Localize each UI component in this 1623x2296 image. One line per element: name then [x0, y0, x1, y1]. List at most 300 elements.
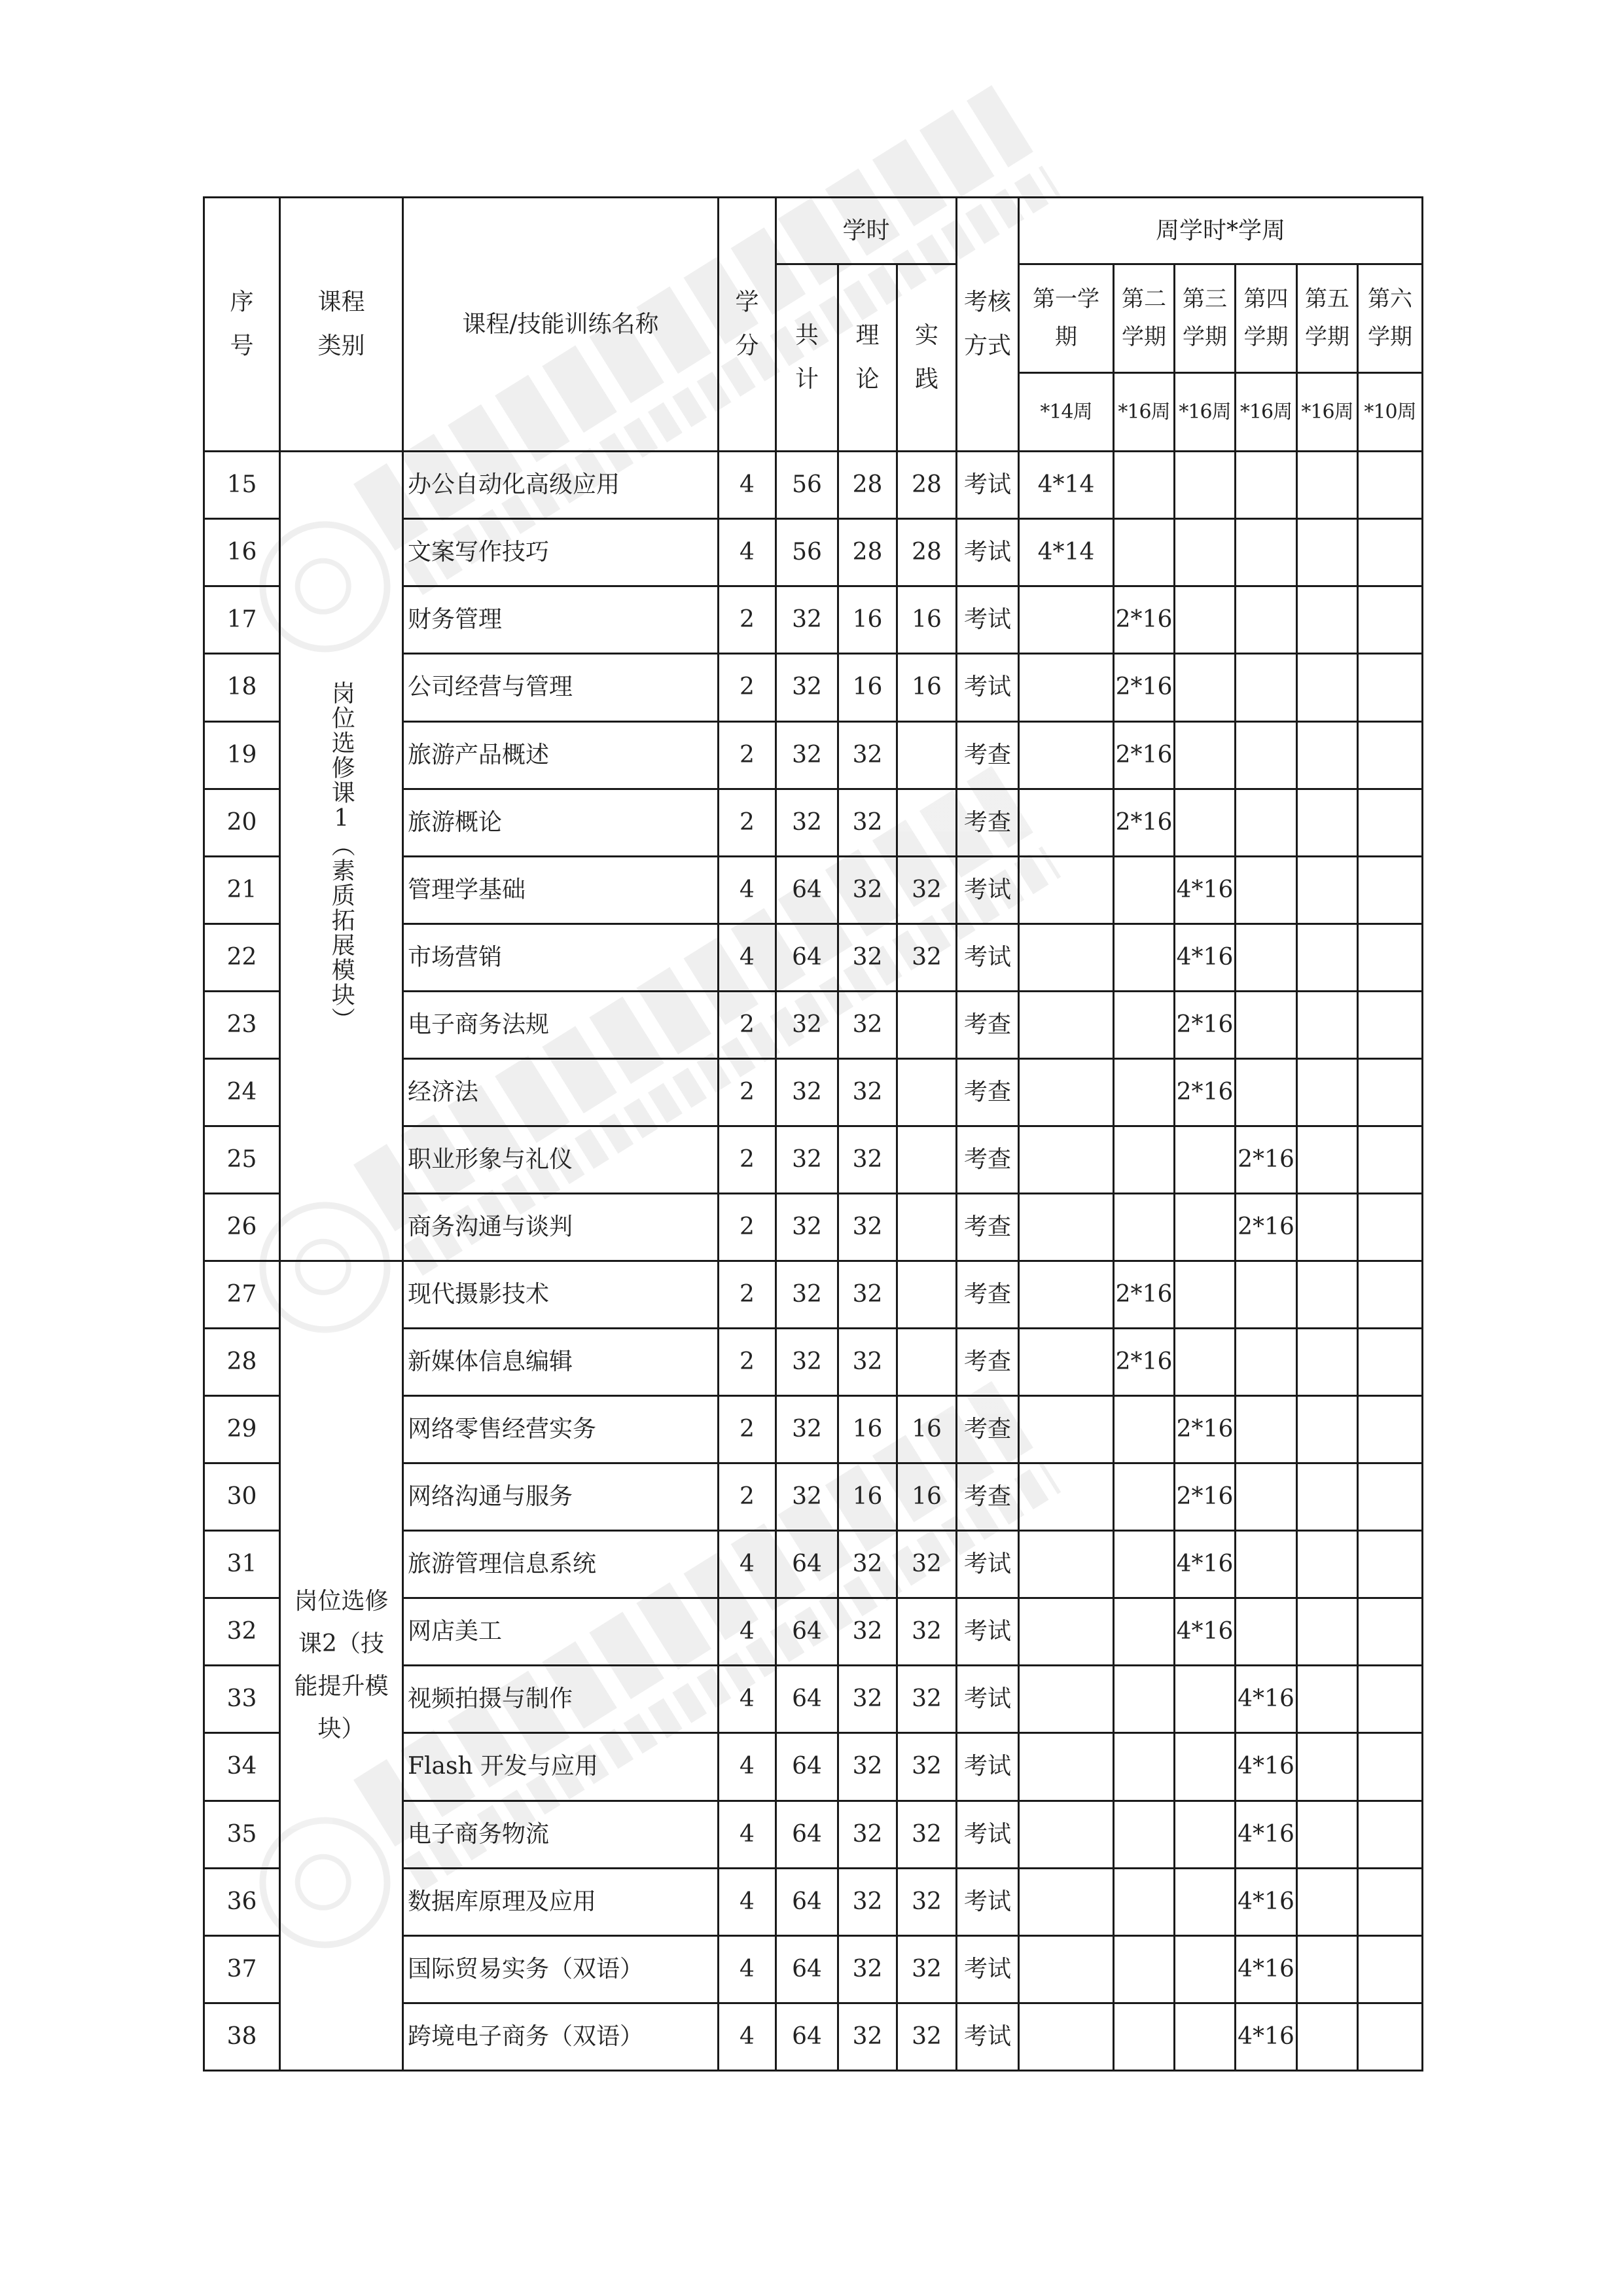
- practice-hours-cell: [897, 991, 957, 1058]
- semester-2-cell: [1114, 1868, 1175, 1935]
- total-hours-cell: 64: [776, 856, 838, 924]
- practice-hours-cell: 16: [897, 1463, 957, 1531]
- course-name-cell: 数据库原理及应用: [403, 1868, 719, 1935]
- semester-4-cell: 2*16: [1236, 1126, 1297, 1193]
- theory-hours-cell: 32: [838, 1598, 897, 1666]
- seq-cell: 28: [204, 1329, 280, 1396]
- assessment-cell: 考查: [957, 1126, 1019, 1193]
- header-hours-practice: 实践: [897, 264, 957, 452]
- semester-2-cell: [1114, 1058, 1175, 1126]
- practice-hours-cell: 32: [897, 1801, 957, 1868]
- header-assessment: 考核方式: [957, 198, 1019, 452]
- semester-6-cell: [1358, 1329, 1423, 1396]
- seq-cell: 36: [204, 1868, 280, 1935]
- semester-3-cell: 2*16: [1175, 1058, 1236, 1126]
- header-row: [204, 198, 1423, 264]
- assessment-cell: 考试: [957, 924, 1019, 991]
- course-name-cell: 网络沟通与服务: [403, 1463, 719, 1531]
- semester-3-cell: [1175, 1193, 1236, 1261]
- course-name-cell: 办公自动化高级应用: [403, 452, 719, 519]
- semester-5-cell: [1297, 1801, 1358, 1868]
- practice-hours-cell: 28: [897, 519, 957, 586]
- header-weeks-1: *14周: [1019, 373, 1114, 452]
- theory-hours-cell: 32: [838, 1261, 897, 1329]
- semester-6-cell: [1358, 721, 1423, 789]
- total-hours-cell: 32: [776, 1329, 838, 1396]
- semester-4-cell: [1236, 1463, 1297, 1531]
- semester-6-cell: [1358, 1666, 1423, 1733]
- theory-hours-cell: 32: [838, 2003, 897, 2070]
- total-hours-cell: 64: [776, 1935, 838, 2003]
- semester-5-cell: [1297, 1058, 1358, 1126]
- seq-cell: 37: [204, 1935, 280, 2003]
- semester-3-cell: [1175, 1261, 1236, 1329]
- semester-1-cell: [1019, 991, 1114, 1058]
- semester-2-cell: [1114, 1193, 1175, 1261]
- theory-hours-cell: 28: [838, 519, 897, 586]
- semester-2-cell: [1114, 1126, 1175, 1193]
- assessment-cell: 考试: [957, 1666, 1019, 1733]
- semester-4-cell: 4*16: [1236, 1666, 1297, 1733]
- semester-1-cell: [1019, 924, 1114, 991]
- semester-1-cell: [1019, 1733, 1114, 1801]
- course-name-cell: 电子商务法规: [403, 991, 719, 1058]
- theory-hours-cell: 32: [838, 721, 897, 789]
- practice-hours-cell: 32: [897, 1666, 957, 1733]
- total-hours-cell: 64: [776, 1598, 838, 1666]
- header-semester-1: 第一学期: [1019, 264, 1114, 373]
- semester-2-cell: 2*16: [1114, 1329, 1175, 1396]
- header-hours-total: 共计: [776, 264, 838, 452]
- semester-3-cell: [1175, 1329, 1236, 1396]
- semester-2-cell: [1114, 1463, 1175, 1531]
- semester-5-cell: [1297, 1666, 1358, 1733]
- seq-cell: 33: [204, 1666, 280, 1733]
- semester-1-cell: [1019, 654, 1114, 721]
- semester-1-cell: [1019, 1396, 1114, 1463]
- semester-3-cell: [1175, 1801, 1236, 1868]
- semester-3-cell: [1175, 654, 1236, 721]
- assessment-cell: 考查: [957, 1058, 1019, 1126]
- credit-cell: 2: [719, 1193, 776, 1261]
- semester-1-cell: [1019, 2003, 1114, 2070]
- course-name-cell: 职业形象与礼仪: [403, 1126, 719, 1193]
- header-weeks-6: *10周: [1358, 373, 1423, 452]
- total-hours-cell: 32: [776, 1058, 838, 1126]
- theory-hours-cell: 32: [838, 789, 897, 856]
- semester-4-cell: [1236, 721, 1297, 789]
- semester-2-cell: [1114, 856, 1175, 924]
- credit-cell: 4: [719, 1733, 776, 1801]
- semester-6-cell: [1358, 1598, 1423, 1666]
- seq-cell: 23: [204, 991, 280, 1058]
- semester-5-cell: [1297, 1868, 1358, 1935]
- theory-hours-cell: 32: [838, 1531, 897, 1598]
- theory-hours-cell: 16: [838, 586, 897, 654]
- total-hours-cell: 64: [776, 1801, 838, 1868]
- header-weeks-5: *16周: [1297, 373, 1358, 452]
- assessment-cell: 考查: [957, 1261, 1019, 1329]
- semester-3-cell: [1175, 519, 1236, 586]
- semester-2-cell: [1114, 991, 1175, 1058]
- semester-1-cell: 4*14: [1019, 519, 1114, 586]
- theory-hours-cell: 32: [838, 1935, 897, 2003]
- semester-5-cell: [1297, 654, 1358, 721]
- semester-6-cell: [1358, 452, 1423, 519]
- semester-2-cell: 2*16: [1114, 789, 1175, 856]
- total-hours-cell: 64: [776, 924, 838, 991]
- category-cell-group1: [280, 452, 403, 1261]
- semester-5-cell: [1297, 452, 1358, 519]
- semester-1-cell: [1019, 721, 1114, 789]
- semester-3-cell: [1175, 1126, 1236, 1193]
- header-category: 课程类别: [280, 198, 403, 452]
- semester-4-cell: [1236, 519, 1297, 586]
- credit-cell: 4: [719, 1935, 776, 2003]
- curriculum-table: [203, 196, 1423, 2072]
- semester-4-cell: [1236, 1598, 1297, 1666]
- semester-6-cell: [1358, 924, 1423, 991]
- semester-3-cell: [1175, 452, 1236, 519]
- semester-5-cell: [1297, 1329, 1358, 1396]
- theory-hours-cell: 32: [838, 1801, 897, 1868]
- assessment-cell: 考查: [957, 991, 1019, 1058]
- semester-5-cell: [1297, 721, 1358, 789]
- practice-hours-cell: 28: [897, 452, 957, 519]
- total-hours-cell: 64: [776, 1733, 838, 1801]
- semester-3-cell: [1175, 1666, 1236, 1733]
- semester-6-cell: [1358, 1733, 1423, 1801]
- semester-5-cell: [1297, 1261, 1358, 1329]
- semester-3-cell: [1175, 1868, 1236, 1935]
- category-cell-group2: [280, 1261, 403, 2071]
- total-hours-cell: 64: [776, 2003, 838, 2070]
- semester-4-cell: [1236, 789, 1297, 856]
- practice-hours-cell: 16: [897, 1396, 957, 1463]
- theory-hours-cell: 32: [838, 1193, 897, 1261]
- course-name-cell: 跨境电子商务（双语）: [403, 2003, 719, 2070]
- course-name-cell: 公司经营与管理: [403, 654, 719, 721]
- credit-cell: 2: [719, 1126, 776, 1193]
- practice-hours-cell: [897, 721, 957, 789]
- semester-3-cell: [1175, 1733, 1236, 1801]
- semester-2-cell: 2*16: [1114, 586, 1175, 654]
- semester-2-cell: [1114, 2003, 1175, 2070]
- practice-hours-cell: 32: [897, 1733, 957, 1801]
- semester-6-cell: [1358, 654, 1423, 721]
- practice-hours-cell: 32: [897, 1531, 957, 1598]
- semester-1-cell: [1019, 1598, 1114, 1666]
- assessment-cell: 考试: [957, 1801, 1019, 1868]
- semester-3-cell: 2*16: [1175, 1463, 1236, 1531]
- header-seq: 序号: [204, 198, 280, 452]
- practice-hours-cell: 32: [897, 1598, 957, 1666]
- course-name-cell: 新媒体信息编辑: [403, 1329, 719, 1396]
- semester-2-cell: [1114, 924, 1175, 991]
- semester-4-cell: [1236, 586, 1297, 654]
- semester-3-cell: [1175, 2003, 1236, 2070]
- credit-cell: 4: [719, 1531, 776, 1598]
- semester-1-cell: [1019, 1801, 1114, 1868]
- seq-cell: 19: [204, 721, 280, 789]
- practice-hours-cell: 32: [897, 1935, 957, 2003]
- semester-3-cell: [1175, 1935, 1236, 2003]
- semester-2-cell: [1114, 1598, 1175, 1666]
- semester-5-cell: [1297, 1126, 1358, 1193]
- semester-2-cell: [1114, 519, 1175, 586]
- semester-1-cell: [1019, 1329, 1114, 1396]
- semester-6-cell: [1358, 1531, 1423, 1598]
- header-credit: 学分: [719, 198, 776, 452]
- credit-cell: 2: [719, 1463, 776, 1531]
- header-semester-6: 第六学期: [1358, 264, 1423, 373]
- practice-hours-cell: [897, 1126, 957, 1193]
- total-hours-cell: 32: [776, 586, 838, 654]
- semester-2-cell: 2*16: [1114, 1261, 1175, 1329]
- theory-hours-cell: 16: [838, 1396, 897, 1463]
- total-hours-cell: 32: [776, 1193, 838, 1261]
- semester-5-cell: [1297, 924, 1358, 991]
- semester-1-cell: [1019, 1126, 1114, 1193]
- semester-4-cell: [1236, 1396, 1297, 1463]
- semester-5-cell: [1297, 1935, 1358, 2003]
- semester-6-cell: [1358, 856, 1423, 924]
- credit-cell: 2: [719, 1261, 776, 1329]
- course-name-cell: 商务沟通与谈判: [403, 1193, 719, 1261]
- total-hours-cell: 64: [776, 1666, 838, 1733]
- credit-cell: 2: [719, 721, 776, 789]
- semester-5-cell: [1297, 1733, 1358, 1801]
- semester-4-cell: 4*16: [1236, 2003, 1297, 2070]
- semester-3-cell: [1175, 789, 1236, 856]
- total-hours-cell: 32: [776, 1261, 838, 1329]
- header-semester-4: 第四学期: [1236, 264, 1297, 373]
- theory-hours-cell: 32: [838, 1126, 897, 1193]
- semester-1-cell: [1019, 1463, 1114, 1531]
- assessment-cell: 考查: [957, 1329, 1019, 1396]
- course-name-cell: 视频拍摄与制作: [403, 1666, 719, 1733]
- semester-6-cell: [1358, 2003, 1423, 2070]
- seq-cell: 17: [204, 586, 280, 654]
- semester-5-cell: [1297, 1193, 1358, 1261]
- semester-6-cell: [1358, 1463, 1423, 1531]
- practice-hours-cell: 16: [897, 654, 957, 721]
- seq-cell: 18: [204, 654, 280, 721]
- semester-4-cell: [1236, 856, 1297, 924]
- semester-6-cell: [1358, 991, 1423, 1058]
- assessment-cell: 考查: [957, 1463, 1019, 1531]
- seq-cell: 25: [204, 1126, 280, 1193]
- seq-cell: 38: [204, 2003, 280, 2070]
- practice-hours-cell: 32: [897, 2003, 957, 2070]
- credit-cell: 2: [719, 991, 776, 1058]
- total-hours-cell: 32: [776, 991, 838, 1058]
- theory-hours-cell: 32: [838, 991, 897, 1058]
- theory-hours-cell: 32: [838, 924, 897, 991]
- semester-1-cell: [1019, 1935, 1114, 2003]
- semester-4-cell: 4*16: [1236, 1935, 1297, 2003]
- total-hours-cell: 32: [776, 721, 838, 789]
- semester-4-cell: [1236, 924, 1297, 991]
- total-hours-cell: 32: [776, 654, 838, 721]
- course-name-cell: Flash 开发与应用: [403, 1733, 719, 1801]
- category-label: 岗位选修课1（素质拓展模块）: [328, 680, 355, 1032]
- course-name-cell: 财务管理: [403, 586, 719, 654]
- semester-1-cell: [1019, 789, 1114, 856]
- seq-cell: 35: [204, 1801, 280, 1868]
- credit-cell: 4: [719, 924, 776, 991]
- total-hours-cell: 32: [776, 1463, 838, 1531]
- semester-6-cell: [1358, 1193, 1423, 1261]
- header-semester-2: 第二学期: [1114, 264, 1175, 373]
- semester-2-cell: [1114, 452, 1175, 519]
- header-weeks-4: *16周: [1236, 373, 1297, 452]
- credit-cell: 2: [719, 586, 776, 654]
- credit-cell: 4: [719, 519, 776, 586]
- course-name-cell: 网店美工: [403, 1598, 719, 1666]
- header-weekly: 周学时*学周: [1019, 198, 1423, 264]
- semester-1-cell: [1019, 1261, 1114, 1329]
- practice-hours-cell: [897, 1058, 957, 1126]
- practice-hours-cell: 16: [897, 586, 957, 654]
- semester-1-cell: [1019, 1868, 1114, 1935]
- total-hours-cell: 32: [776, 1396, 838, 1463]
- practice-hours-cell: [897, 789, 957, 856]
- semester-4-cell: 2*16: [1236, 1193, 1297, 1261]
- seq-cell: 22: [204, 924, 280, 991]
- theory-hours-cell: 28: [838, 452, 897, 519]
- semester-4-cell: [1236, 1531, 1297, 1598]
- semester-2-cell: 2*16: [1114, 721, 1175, 789]
- assessment-cell: 考试: [957, 1868, 1019, 1935]
- semester-5-cell: [1297, 519, 1358, 586]
- practice-hours-cell: [897, 1329, 957, 1396]
- course-name-cell: 文案写作技巧: [403, 519, 719, 586]
- course-name-cell: 电子商务物流: [403, 1801, 719, 1868]
- practice-hours-cell: 32: [897, 856, 957, 924]
- theory-hours-cell: 32: [838, 1329, 897, 1396]
- semester-5-cell: [1297, 1598, 1358, 1666]
- header-weeks-3: *16周: [1175, 373, 1236, 452]
- assessment-cell: 考试: [957, 1598, 1019, 1666]
- semester-6-cell: [1358, 519, 1423, 586]
- seq-cell: 32: [204, 1598, 280, 1666]
- course-name-cell: 旅游管理信息系统: [403, 1531, 719, 1598]
- semester-1-cell: [1019, 856, 1114, 924]
- theory-hours-cell: 16: [838, 654, 897, 721]
- assessment-cell: 考试: [957, 519, 1019, 586]
- semester-4-cell: 4*16: [1236, 1801, 1297, 1868]
- seq-cell: 34: [204, 1733, 280, 1801]
- course-name-cell: 现代摄影技术: [403, 1261, 719, 1329]
- theory-hours-cell: 16: [838, 1463, 897, 1531]
- semester-2-cell: [1114, 1801, 1175, 1868]
- semester-4-cell: [1236, 991, 1297, 1058]
- semester-1-cell: [1019, 1193, 1114, 1261]
- assessment-cell: 考查: [957, 1193, 1019, 1261]
- seq-cell: 30: [204, 1463, 280, 1531]
- header-hours-theory: 理论: [838, 264, 897, 452]
- semester-4-cell: 4*16: [1236, 1868, 1297, 1935]
- semester-5-cell: [1297, 789, 1358, 856]
- category-label: 岗位选修课2（技能提升模块）: [294, 1588, 389, 1742]
- semester-6-cell: [1358, 1261, 1423, 1329]
- semester-3-cell: [1175, 586, 1236, 654]
- practice-hours-cell: 32: [897, 1868, 957, 1935]
- theory-hours-cell: 32: [838, 856, 897, 924]
- semester-5-cell: [1297, 991, 1358, 1058]
- header-weeks-2: *16周: [1114, 373, 1175, 452]
- semester-2-cell: [1114, 1935, 1175, 2003]
- assessment-cell: 考查: [957, 721, 1019, 789]
- table-row: [204, 1261, 1423, 1329]
- semester-6-cell: [1358, 1126, 1423, 1193]
- semester-5-cell: [1297, 1531, 1358, 1598]
- course-name-cell: 国际贸易实务（双语）: [403, 1935, 719, 2003]
- semester-3-cell: 4*16: [1175, 856, 1236, 924]
- semester-2-cell: [1114, 1733, 1175, 1801]
- semester-4-cell: [1236, 1261, 1297, 1329]
- semester-5-cell: [1297, 1463, 1358, 1531]
- semester-4-cell: [1236, 1329, 1297, 1396]
- total-hours-cell: 32: [776, 789, 838, 856]
- credit-cell: 4: [719, 1666, 776, 1733]
- credit-cell: 2: [719, 654, 776, 721]
- semester-4-cell: [1236, 654, 1297, 721]
- semester-6-cell: [1358, 1058, 1423, 1126]
- credit-cell: 2: [719, 1396, 776, 1463]
- assessment-cell: 考查: [957, 1396, 1019, 1463]
- assessment-cell: 考试: [957, 1935, 1019, 2003]
- seq-cell: 31: [204, 1531, 280, 1598]
- semester-2-cell: [1114, 1396, 1175, 1463]
- semester-2-cell: 2*16: [1114, 654, 1175, 721]
- total-hours-cell: 56: [776, 519, 838, 586]
- table-row: [204, 452, 1423, 519]
- practice-hours-cell: [897, 1193, 957, 1261]
- total-hours-cell: 32: [776, 1126, 838, 1193]
- credit-cell: 4: [719, 2003, 776, 2070]
- credit-cell: 2: [719, 1058, 776, 1126]
- credit-cell: 4: [719, 856, 776, 924]
- semester-3-cell: 2*16: [1175, 991, 1236, 1058]
- semester-3-cell: 4*16: [1175, 1598, 1236, 1666]
- seq-cell: 27: [204, 1261, 280, 1329]
- semester-3-cell: [1175, 721, 1236, 789]
- seq-cell: 21: [204, 856, 280, 924]
- semester-3-cell: 4*16: [1175, 924, 1236, 991]
- total-hours-cell: 56: [776, 452, 838, 519]
- assessment-cell: 考试: [957, 2003, 1019, 2070]
- semester-1-cell: [1019, 1666, 1114, 1733]
- semester-5-cell: [1297, 586, 1358, 654]
- semester-5-cell: [1297, 2003, 1358, 2070]
- semester-3-cell: 2*16: [1175, 1396, 1236, 1463]
- credit-cell: 2: [719, 1329, 776, 1396]
- header-semester-5: 第五学期: [1297, 264, 1358, 373]
- seq-cell: 15: [204, 452, 280, 519]
- semester-6-cell: [1358, 586, 1423, 654]
- course-name-cell: 网络零售经营实务: [403, 1396, 719, 1463]
- semester-6-cell: [1358, 1801, 1423, 1868]
- semester-6-cell: [1358, 789, 1423, 856]
- semester-5-cell: [1297, 1396, 1358, 1463]
- assessment-cell: 考试: [957, 452, 1019, 519]
- credit-cell: 4: [719, 1868, 776, 1935]
- header-semester-3: 第三学期: [1175, 264, 1236, 373]
- seq-cell: 24: [204, 1058, 280, 1126]
- course-name-cell: 旅游产品概述: [403, 721, 719, 789]
